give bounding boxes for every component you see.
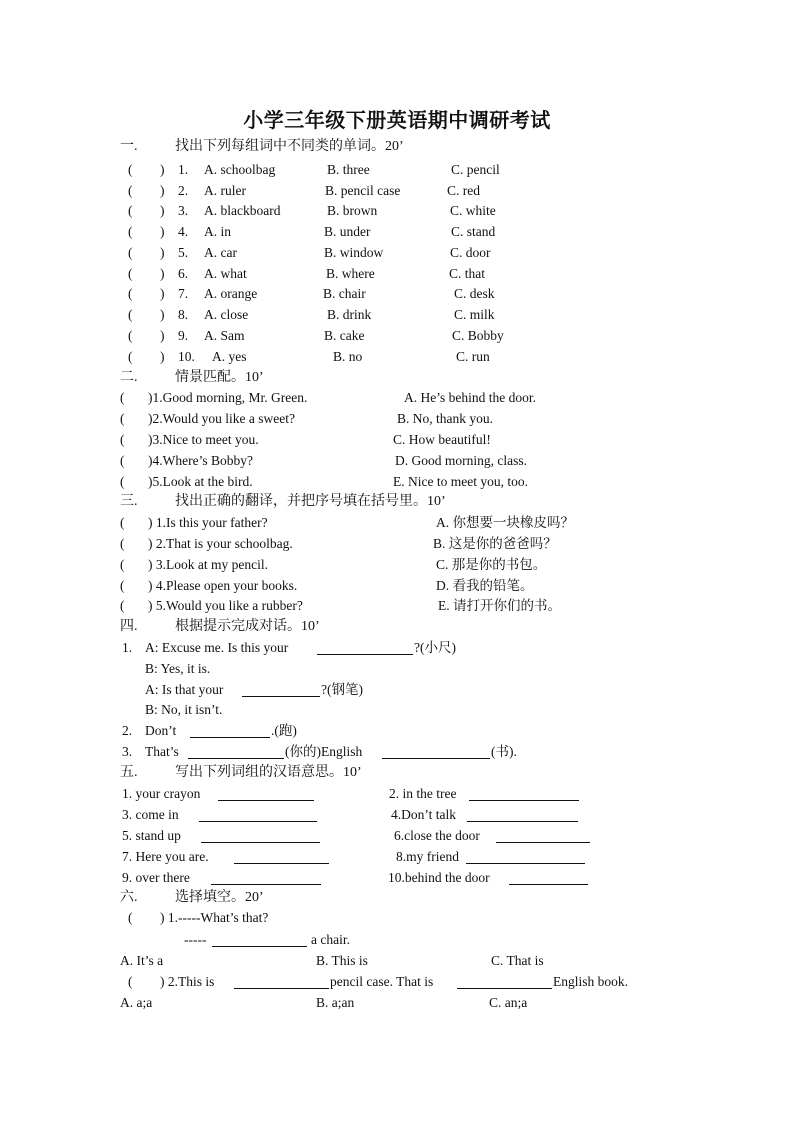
answer: D. 看我的铅笔。 xyxy=(436,578,534,593)
answer-blank[interactable] xyxy=(457,974,552,989)
question-1 xyxy=(0,908,794,928)
question: ) 3.Look at my pencil. xyxy=(148,557,268,572)
phrase: 6.close the door xyxy=(394,828,480,843)
phrase: 10.behind the door xyxy=(388,870,490,885)
answer-paren-open: ( xyxy=(128,307,133,322)
answer-paren-open: ( xyxy=(128,245,133,260)
answer-blank[interactable] xyxy=(190,723,270,738)
option-c: C. white xyxy=(450,203,496,218)
answer-blank[interactable] xyxy=(211,870,321,885)
section-4-heading xyxy=(120,617,320,637)
dialog-line-6 xyxy=(0,742,794,762)
option-a: A. blackboard xyxy=(204,203,281,218)
option-c: C. pencil xyxy=(451,162,500,177)
list-item xyxy=(0,201,794,221)
section-number: 六. xyxy=(120,890,138,905)
question: )2.Would you like a sweet? xyxy=(148,411,295,426)
section-title: 写出下列词组的汉语意思。10’ xyxy=(175,765,362,780)
section-number: 四. xyxy=(120,619,138,634)
list-item xyxy=(0,181,794,201)
exam-title: 小学三年级下册英语期中调研考试 xyxy=(243,110,551,132)
answer-paren-close: ) xyxy=(160,266,165,281)
option-a: A. a;a xyxy=(120,995,153,1010)
option-c: C. an;a xyxy=(489,995,528,1010)
section-number: 三. xyxy=(120,494,138,509)
option-c: C. desk xyxy=(454,286,495,301)
answer-paren-open: ( xyxy=(128,328,133,343)
list-item xyxy=(0,534,794,554)
question: ) 2.That is your schoolbag. xyxy=(148,536,293,551)
item-number: 8. xyxy=(178,307,189,322)
list-item xyxy=(0,826,794,846)
answer: C. 那是你的书包。 xyxy=(436,557,547,572)
answer: A. 你想要一块橡皮吗？ xyxy=(436,515,574,530)
dialog-text: Don’t xyxy=(145,723,177,738)
answer-blank[interactable] xyxy=(317,640,413,655)
answer-blank[interactable] xyxy=(496,828,590,843)
option-a: A. schoolbag xyxy=(204,162,276,177)
answer-paren-open: ( xyxy=(120,578,125,593)
option-b: B. pencil case xyxy=(325,183,401,198)
question: )4.Where’s Bobby? xyxy=(148,453,253,468)
option-b: B. where xyxy=(326,266,375,281)
answer: A. He’s behind the door. xyxy=(404,390,536,405)
hint: (书). xyxy=(491,744,517,759)
list-item xyxy=(0,472,794,492)
hint: .(跑) xyxy=(271,723,297,738)
item-number: 3. xyxy=(178,203,189,218)
answer-blank[interactable] xyxy=(212,932,307,947)
answer: B. No, thank you. xyxy=(397,411,493,426)
section-3-heading xyxy=(120,492,446,512)
option-b: B. no xyxy=(333,349,363,364)
answer-blank[interactable] xyxy=(234,974,329,989)
answer: D. Good morning, class. xyxy=(395,453,527,468)
answer-blank[interactable] xyxy=(467,807,578,822)
answer-paren-open: ( xyxy=(120,432,125,447)
dialog-text: B: Yes, it is. xyxy=(145,661,211,676)
question: ) 1.Is this your father? xyxy=(148,515,268,530)
option-c: C. door xyxy=(450,245,491,260)
section-title: 情景匹配。10’ xyxy=(175,370,264,385)
dialog-line-2 xyxy=(0,659,794,679)
answer-blank[interactable] xyxy=(469,786,579,801)
phrase: 3. come in xyxy=(122,807,179,822)
dialog-line-5 xyxy=(0,721,794,741)
option-c: C. Bobby xyxy=(452,328,504,343)
section-number: 五. xyxy=(120,765,138,780)
answer-paren-open: ( xyxy=(120,598,125,613)
answer-paren-open: ( xyxy=(128,910,133,925)
item-number: 10. xyxy=(178,349,195,364)
list-item xyxy=(0,555,794,575)
section-number: 一. xyxy=(120,139,138,154)
answer-paren-open: ( xyxy=(120,390,125,405)
question: )3.Nice to meet you. xyxy=(148,432,259,447)
option-b: B. window xyxy=(324,245,384,260)
option-a: A. what xyxy=(204,266,247,281)
list-item xyxy=(0,326,794,346)
list-item xyxy=(0,430,794,450)
answer-blank[interactable] xyxy=(234,849,329,864)
section-5-heading xyxy=(120,763,362,783)
answer-paren-open: ( xyxy=(128,286,133,301)
list-item xyxy=(0,347,794,367)
section-6-heading xyxy=(120,888,264,908)
question-2 xyxy=(0,972,794,992)
list-item xyxy=(0,596,794,616)
answer-paren-open: ( xyxy=(120,474,125,489)
option-a: A. car xyxy=(204,245,237,260)
phrase: 1. your crayon xyxy=(122,786,201,801)
dialog-line-4 xyxy=(0,700,794,720)
list-item xyxy=(0,847,794,867)
option-c: C. milk xyxy=(454,307,495,322)
option-c: C. that xyxy=(449,266,485,281)
list-item xyxy=(0,305,794,325)
phrase: 5. stand up xyxy=(122,828,181,843)
dialog-dash: ----- xyxy=(184,932,207,947)
phrase: 4.Don’t talk xyxy=(391,807,456,822)
list-item xyxy=(0,784,794,804)
list-item xyxy=(0,451,794,471)
answer-blank[interactable] xyxy=(218,786,314,801)
question-text: ) 1.-----What’s that? xyxy=(160,910,269,925)
answer-paren-open: ( xyxy=(128,224,133,239)
dialog-line-3 xyxy=(0,680,794,700)
answer-paren-close: ) xyxy=(160,183,165,198)
answer-blank[interactable] xyxy=(466,849,585,864)
answer-paren-open: ( xyxy=(128,183,133,198)
list-item xyxy=(0,513,794,533)
section-title: 找出正确的翻译，并把序号填在括号里。10’ xyxy=(175,494,446,509)
answer-paren-close: ) xyxy=(160,286,165,301)
answer: C. How beautiful! xyxy=(393,432,491,447)
dialog-text: A: Excuse me. Is this your xyxy=(145,640,289,655)
answer-paren-open: ( xyxy=(128,349,133,364)
list-item xyxy=(0,264,794,284)
option-b: B. under xyxy=(324,224,371,239)
answer-paren-open: ( xyxy=(128,203,133,218)
list-item xyxy=(0,388,794,408)
list-item xyxy=(0,805,794,825)
option-b: B. brown xyxy=(327,203,378,218)
answer-blank[interactable] xyxy=(201,828,320,843)
option-a: A. It’s a xyxy=(120,953,164,968)
item-number: 9. xyxy=(178,328,189,343)
answer-paren-open: ( xyxy=(120,453,125,468)
answer-paren-open: ( xyxy=(120,515,125,530)
option-b: B. drink xyxy=(327,307,372,322)
option-b: B. a;an xyxy=(316,995,355,1010)
answer-paren-open: ( xyxy=(128,974,133,989)
answer-paren-open: ( xyxy=(120,557,125,572)
option-a: A. Sam xyxy=(204,328,245,343)
answer-blank[interactable] xyxy=(509,870,588,885)
dialog-text: That’s xyxy=(145,744,179,759)
hint: (你的)English xyxy=(285,744,363,759)
answer-blank[interactable] xyxy=(382,744,490,759)
answer-blank[interactable] xyxy=(242,682,320,697)
question-text: a chair. xyxy=(311,932,350,947)
section-2-heading xyxy=(120,368,264,388)
option-c: C. red xyxy=(447,183,480,198)
answer-paren-open: ( xyxy=(128,162,133,177)
question-text: pencil case. That is xyxy=(330,974,434,989)
option-a: A. yes xyxy=(212,349,247,364)
question-2-options xyxy=(0,993,794,1013)
option-a: A. close xyxy=(204,307,249,322)
item-number: 1. xyxy=(122,640,133,655)
option-b: B. chair xyxy=(323,286,366,301)
list-item xyxy=(0,160,794,180)
section-number: 二. xyxy=(120,370,138,385)
list-item xyxy=(0,243,794,263)
option-c: C. run xyxy=(456,349,490,364)
question: ) 5.Would you like a rubber? xyxy=(148,598,303,613)
question: )5.Look at the bird. xyxy=(148,474,253,489)
item-number: 7. xyxy=(178,286,189,301)
question: ) 4.Please open your books. xyxy=(148,578,298,593)
option-b: B. cake xyxy=(324,328,365,343)
answer: E. Nice to meet you, too. xyxy=(393,474,528,489)
item-number: 3. xyxy=(122,744,133,759)
option-c: C. stand xyxy=(451,224,496,239)
item-number: 5. xyxy=(178,245,189,260)
answer-paren-close: ) xyxy=(160,224,165,239)
answer: E. 请打开你们的书。 xyxy=(438,598,561,613)
answer-paren-close: ) xyxy=(160,162,165,177)
option-a: A. orange xyxy=(204,286,258,301)
answer-blank[interactable] xyxy=(199,807,317,822)
phrase: 2. in the tree xyxy=(389,786,457,801)
list-item xyxy=(0,409,794,429)
answer-paren-open: ( xyxy=(120,411,125,426)
option-a: A. in xyxy=(204,224,231,239)
question-text: English book. xyxy=(553,974,629,989)
answer-paren-open: ( xyxy=(120,536,125,551)
item-number: 4. xyxy=(178,224,189,239)
phrase: 9. over there xyxy=(122,870,190,885)
answer-paren-close: ) xyxy=(160,307,165,322)
item-number: 6. xyxy=(178,266,189,281)
dialog-text: B: No, it isn’t. xyxy=(145,702,223,717)
list-item xyxy=(0,868,794,888)
answer-paren-close: ) xyxy=(160,203,165,218)
answer-paren-close: ) xyxy=(160,245,165,260)
hint: ?(钢笔) xyxy=(321,682,363,697)
dialog-text: A: Is that your xyxy=(145,682,224,697)
question-1-options xyxy=(0,951,794,971)
answer-paren-open: ( xyxy=(128,266,133,281)
section-title: 找出下列每组词中不同类的单词。20’ xyxy=(175,139,404,154)
item-number: 2. xyxy=(178,183,189,198)
section-title: 根据提示完成对话。10’ xyxy=(175,619,320,634)
list-item xyxy=(0,284,794,304)
option-b: B. three xyxy=(327,162,370,177)
section-1-heading xyxy=(120,137,404,157)
answer-paren-close: ) xyxy=(160,328,165,343)
hint: ?(小尺) xyxy=(414,640,456,655)
phrase: 8.my friend xyxy=(396,849,459,864)
answer-blank[interactable] xyxy=(188,744,284,759)
list-item xyxy=(0,222,794,242)
dialog-line-1 xyxy=(0,638,794,658)
option-b: B. This is xyxy=(316,953,368,968)
question-text: ) 2.This is xyxy=(160,974,215,989)
item-number: 2. xyxy=(122,723,133,738)
answer: B. 这是你的爸爸吗？ xyxy=(433,536,557,551)
item-number: 1. xyxy=(178,162,189,177)
answer-paren-close: ) xyxy=(160,349,165,364)
question: )1.Good morning, Mr. Green. xyxy=(148,390,308,405)
option-c: C. That is xyxy=(491,953,544,968)
question-1-reply xyxy=(0,930,794,950)
section-title: 选择填空。20’ xyxy=(175,890,264,905)
option-a: A. ruler xyxy=(204,183,246,198)
phrase: 7. Here you are. xyxy=(122,849,209,864)
list-item xyxy=(0,576,794,596)
